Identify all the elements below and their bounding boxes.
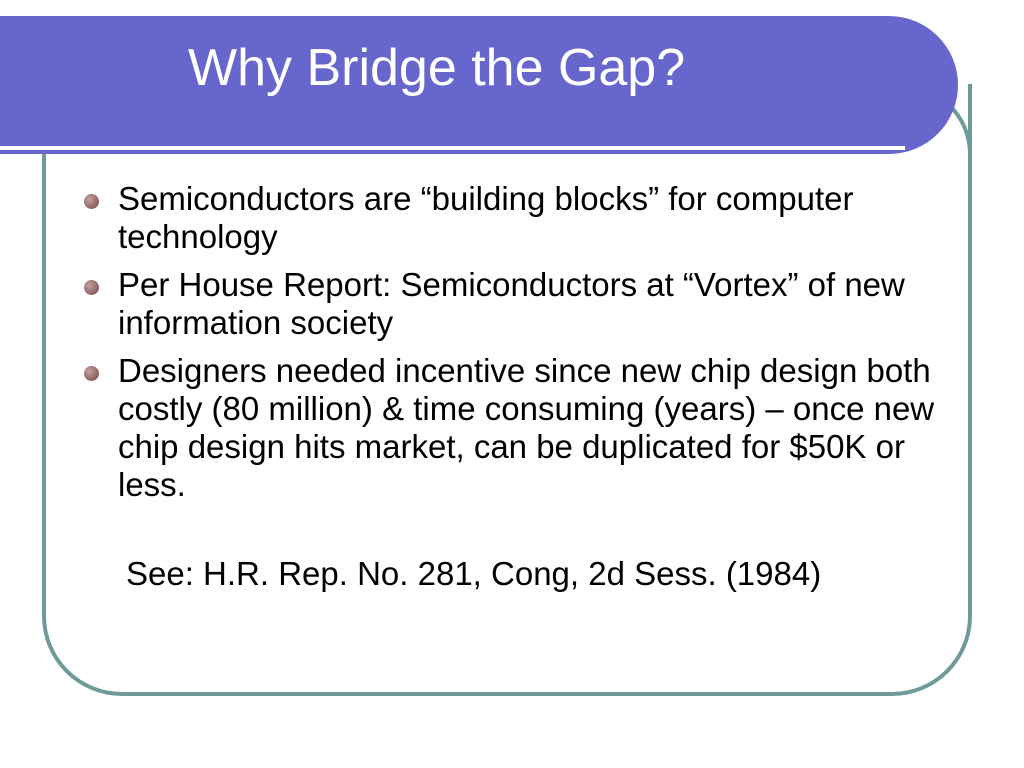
bullet-text: Designers needed incentive since new chip design both costly (80 million) & time consuming (years) – once new chip design hits market, can be duplicated for $50K or less. [118, 352, 935, 503]
bullet-dot-icon [84, 194, 99, 209]
bullet-dot-icon [84, 366, 99, 381]
bullet-text: Per House Report: Semiconductors at “Vortex” of new information society [118, 266, 905, 341]
bullet-item [80, 266, 940, 342]
title-underline [0, 146, 905, 150]
citation-text: See: H.R. Rep. No. 281, Cong, 2d Sess. (1984) [126, 555, 822, 592]
bullet-dot-icon [84, 280, 99, 295]
page-title: Why Bridge the Gap? [188, 39, 686, 97]
citation [118, 555, 918, 593]
bullet-item [80, 180, 940, 256]
bullet-list [80, 180, 940, 514]
bullet-text: Semiconductors are “building blocks” for computer technology [118, 180, 854, 255]
bullet-item [80, 352, 940, 504]
